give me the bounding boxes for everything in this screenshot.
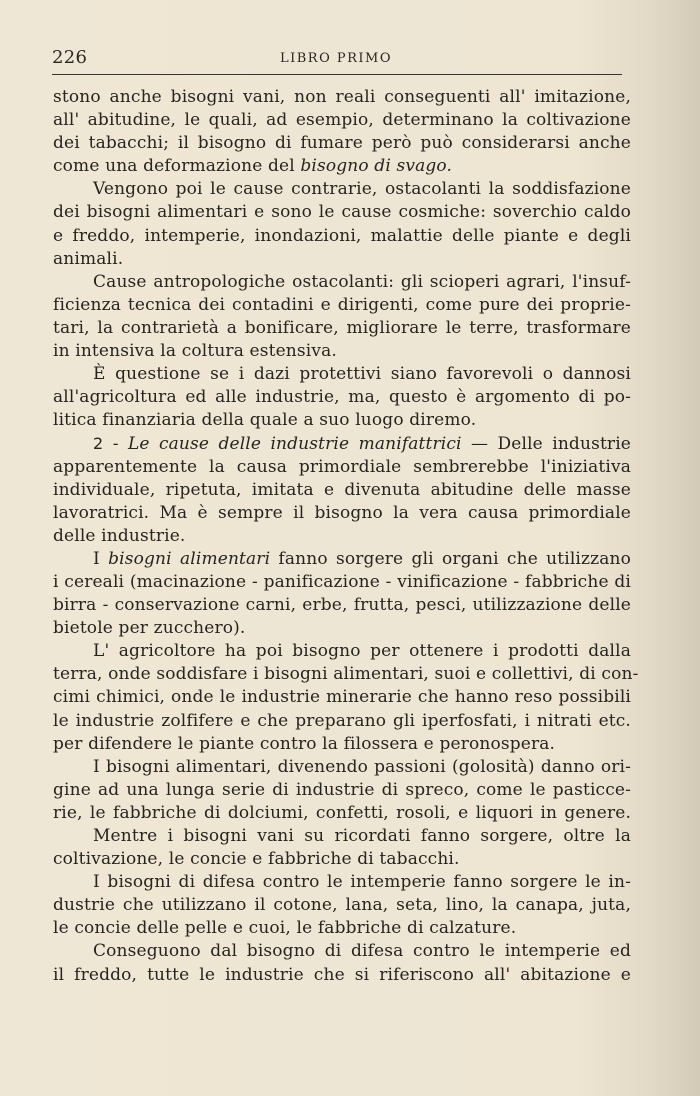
page-number: 226 xyxy=(52,47,88,68)
text-line: apparentemente la causa primordiale sembrerebbe l'iniziativa xyxy=(53,456,631,477)
text-line: lavoratrici. Ma è sempre il bisogno la vera causa primordiale xyxy=(53,502,631,523)
text-segment: I xyxy=(93,548,109,569)
text-line: le concie delle pelle e cuoi, le fabbriche di calzature. xyxy=(53,918,517,939)
text-line: stono anche bisogni vani, non reali conseguenti all' imitazione, xyxy=(53,87,631,107)
text-line: all' abitudine, le quali, ad esempio, determinano la coltivazione xyxy=(53,110,631,131)
text-line: dei tabacchi; il bisogno di fumare però può considerarsi anche xyxy=(53,133,631,154)
text-line: terra, onde soddisfare i bisogni alimentari, suoi e collettivi, di con- xyxy=(53,664,639,685)
text-line xyxy=(53,548,631,571)
text-line: animali. xyxy=(53,248,124,269)
text-line: Cause antropologiche ostacolanti: gli scioperi agrari, l'insuf- xyxy=(93,271,631,292)
section-heading-line xyxy=(53,432,631,455)
italic-phrase: bisogni alimentari xyxy=(108,548,271,569)
text-line: le industrie zolfifere e che preparano gli iperfosfati, i nitrati etc. xyxy=(53,710,631,731)
text-line: rie, le fabbriche di dolciumi, confetti, rosoli, e liquori in genere. xyxy=(53,802,631,823)
text-line xyxy=(53,155,631,178)
body-text xyxy=(53,86,639,1086)
text-line: Vengono poi le cause contrarie, ostacolanti la soddisfazione xyxy=(93,179,631,200)
text-segment: — Delle industrie xyxy=(461,434,631,455)
section-separator: - xyxy=(103,434,128,455)
text-line: birra - conservazione carni, erbe, frutta, pesci, utilizzazione delle xyxy=(53,595,631,616)
text-line: delle industrie. xyxy=(53,525,186,546)
section-title: Le cause delle industrie manifattrici xyxy=(127,434,462,455)
text-line: i cereali (macinazione - panificazione - vinificazione - fabbriche di xyxy=(53,571,631,592)
italic-phrase: bisogno di svago. xyxy=(300,156,453,177)
text-line: tari, la contrarietà a bonificare, migliorare le terre, trasformare xyxy=(53,317,631,338)
text-line: dei bisogni alimentari e sono le cause cosmiche: soverchio caldo xyxy=(53,202,631,223)
text-line: litica finanziaria della quale a suo luogo diremo. xyxy=(53,410,477,431)
text-line: individuale, ripetuta, imitata e divenuta abitudine delle masse xyxy=(53,479,631,500)
section-number: 2 xyxy=(93,434,104,454)
header-rule xyxy=(52,74,622,75)
text-line: dustrie che utilizzano il cotone, lana, seta, lino, la canapa, juta, xyxy=(53,895,631,916)
text-line: I bisogni di difesa contro le intemperie fanno sorgere le in- xyxy=(93,872,631,893)
text-line: bietole per zucchero). xyxy=(53,618,246,639)
text-line: gine ad una lunga serie di industrie di spreco, come le pasticce- xyxy=(53,779,631,800)
text-line: all'agricoltura ed alle industrie, ma, questo è argomento di po- xyxy=(53,387,631,408)
page-header xyxy=(52,47,620,71)
text-line: I bisogni alimentari, divenendo passioni (golosità) danno ori- xyxy=(93,756,631,777)
text-line: Conseguono dal bisogno di difesa contro le intemperie ed xyxy=(93,941,631,962)
text-line: coltivazione, le concie e fabbriche di tabacchi. xyxy=(53,849,460,870)
text-segment: come una deformazione del xyxy=(53,156,301,177)
text-line: cimi chimici, onde le industrie minerarie che hanno reso possibili xyxy=(53,687,631,708)
text-line: L' agricoltore ha poi bisogno per ottenere i prodotti dalla xyxy=(93,641,631,662)
text-line: È questione se i dazi protettivi siano favorevoli o dannosi xyxy=(93,364,631,385)
text-line: e freddo, intemperie, inondazioni, malattie delle piante e degli xyxy=(53,225,631,246)
text-line: ficienza tecnica dei contadini e dirigenti, come pure dei proprie- xyxy=(53,294,631,315)
running-head: LIBRO PRIMO xyxy=(279,51,393,66)
text-segment: fanno sorgere gli organi che utilizzano xyxy=(270,548,631,569)
text-line: in intensiva la coltura estensiva. xyxy=(53,341,337,362)
text-line: per difendere le piante contro la filossera e peronospera. xyxy=(53,733,556,754)
text-line: Mentre i bisogni vani su ricordati fanno sorgere, oltre la xyxy=(93,826,631,846)
text-line: il freddo, tutte le industrie che si riferiscono all' abitazione e xyxy=(53,964,631,985)
